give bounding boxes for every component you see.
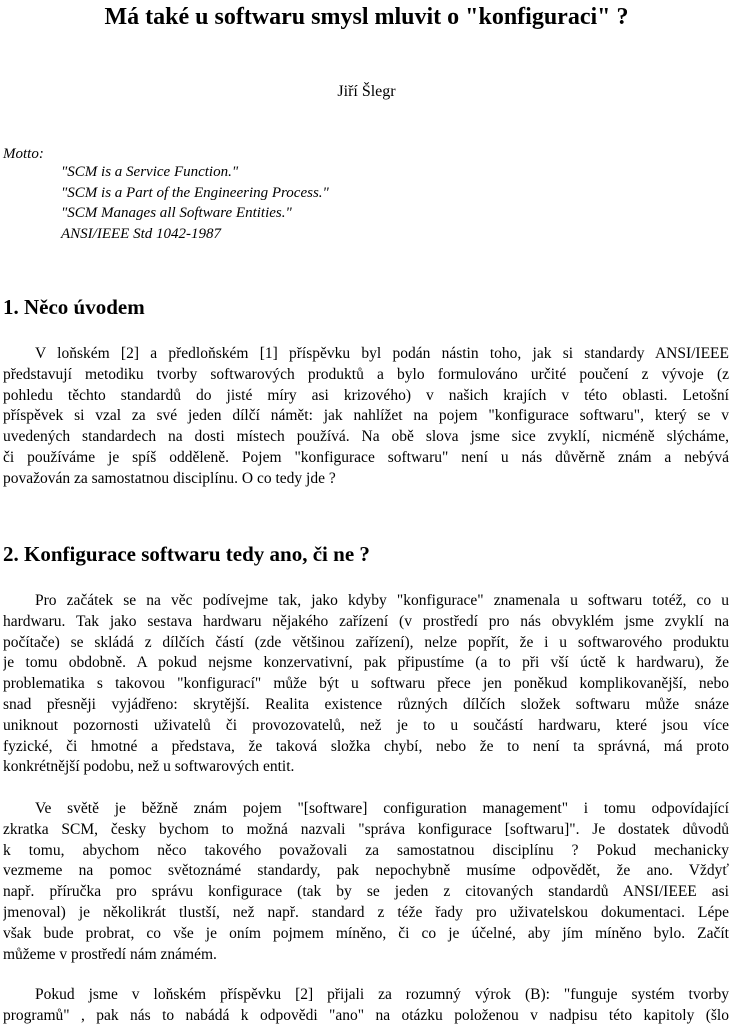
paragraph-line: fyzické, či hmotné a představa, že taková složka chybí, nebo že to není ta správná, má proto <box>3 737 729 755</box>
paragraph-line: V loňském [2] a předloňském [1] příspěvku byl podán nástin toho, jak si standardy ANSI/IEEE <box>35 345 729 362</box>
document-author: Jiří Šlegr <box>337 83 396 100</box>
paragraph-line: zkratka SCM, česky bychom to možná nazvali "správa konfigurace [softwaru]". Je dostatek důvodů <box>3 820 729 838</box>
paragraph-line: uniknout pozornosti uživatelů či provozovatelů, než je to u součástí hardwaru, které jsou více <box>3 716 729 734</box>
document-title: Má také u softwaru smysl mluvit o "konfiguraci" ? <box>104 4 629 30</box>
section-2-paragraph-2 <box>3 799 729 965</box>
paragraph-line: programů" , pak nás to nabádá k odpovědi "ano" na otázku položenou v nadpisu této kapitoly (šlo <box>3 1006 729 1024</box>
paragraph-line: vezmeme na pomoc světoznámé standardy, pak nepochybně musíme odpovědět, že ano. Vždyť <box>3 862 729 880</box>
paragraph-line: Pokud jsme v loňském příspěvku [2] přijali za rozumný výrok (B): "funguje systém tvorby <box>35 986 729 1003</box>
paragraph-line: pohledu těchto standardů do jisté míry asi krizového) v našich krajích v této oblasti. Letošní <box>3 386 729 404</box>
paragraph-line: snad přesněji vyjádřeno: skrytější. Realita existence různých dílčích složek softwaru může snáze <box>3 695 729 713</box>
paragraph-line: Pro začátek se na věc podívejme tak, jako kdyby "konfigurace" znamenala u softwaru totéž, co u <box>35 592 729 609</box>
paragraph-line: či používáme je spíš odděleně. Pojem "konfigurace softwaru" není u nás důvěrně znám a nebývá <box>3 448 729 466</box>
paragraph-line: např. příručka pro správu konfigurace (tak by se jeden z citovaných standardů ANSI/IEEE asi <box>3 883 729 901</box>
motto-quote: "SCM Manages all Software Entities." <box>61 205 292 221</box>
paragraph-line: k tomu, abychom něco takového považovali za samostatnou disciplínu ? Pokud mechanicky <box>3 841 729 859</box>
motto-quote: "SCM is a Service Function." <box>61 164 239 180</box>
paragraph-line: představují metodiku tvorby softwarových produktů a bylo formulováno určité poučení z vývoje (z <box>3 365 729 383</box>
section-heading-1: 1. Něco úvodem <box>3 295 145 319</box>
paragraph-line: Ve světě je běžně znám pojem "[software] configuration management" i tomu odpovídající <box>35 800 729 817</box>
paragraph-line: problematika s takovou "konfigurací" může být u softwaru přece jen poněkud komplikovanější, nebo <box>3 675 729 693</box>
paragraph-line: uvedených standardech na dosti místech používá. Na obě slova jsme sice zvyklí, nicméně slýcháme, <box>3 428 729 446</box>
paragraph-line: počítače) se skládá z dílčích částí (zde většinou zařízení), nelze popřít, že i u softwarového produktu <box>3 633 729 651</box>
section-1-paragraph-1 <box>3 344 729 490</box>
motto-quote: "SCM is a Part of the Engineering Process." <box>61 184 329 201</box>
paragraph-line: konkrétnější podobu, než u softwarových entit. <box>3 758 295 776</box>
paragraph-line: však bude probrat, co vše je oním pojmem míněno, či co je účelné, aby jím míněno bylo. Začít <box>3 924 729 942</box>
paragraph-line: příspěvek si vzal za své jeden dílčí námět: jak nahlížet na pojem "konfigurace softwaru", který se v <box>3 407 729 425</box>
motto-label: Motto: <box>3 146 44 162</box>
paragraph-line: považován za samostatnou disciplínu. O co tedy jde ? <box>3 469 336 487</box>
motto-quotes <box>61 162 329 244</box>
paragraph-line: jmenoval) je několikrát tlustší, než např. standard z téže řady pro uživatelskou dokumentaci. Lépe <box>3 903 729 921</box>
section-2-paragraph-1 <box>3 591 729 778</box>
paragraph-line: je tomu obdobně. A pokud nejsme konzervativní, pak připustíme (a to při vší úctě k hardwaru), že <box>3 654 729 672</box>
motto-source: ANSI/IEEE Std 1042-1987 <box>61 225 221 242</box>
section-2-paragraph-3 <box>3 985 729 1027</box>
section-heading-2: 2. Konfigurace softwaru tedy ano, či ne ? <box>3 542 370 566</box>
paragraph-line: můžeme v prostředí nám známém. <box>3 945 217 963</box>
paragraph-line: hardwaru. Tak jako sestava hardwaru nějakého zařízení (v prostředí pro nás obvyklém jsme zvyklí na <box>3 612 729 630</box>
